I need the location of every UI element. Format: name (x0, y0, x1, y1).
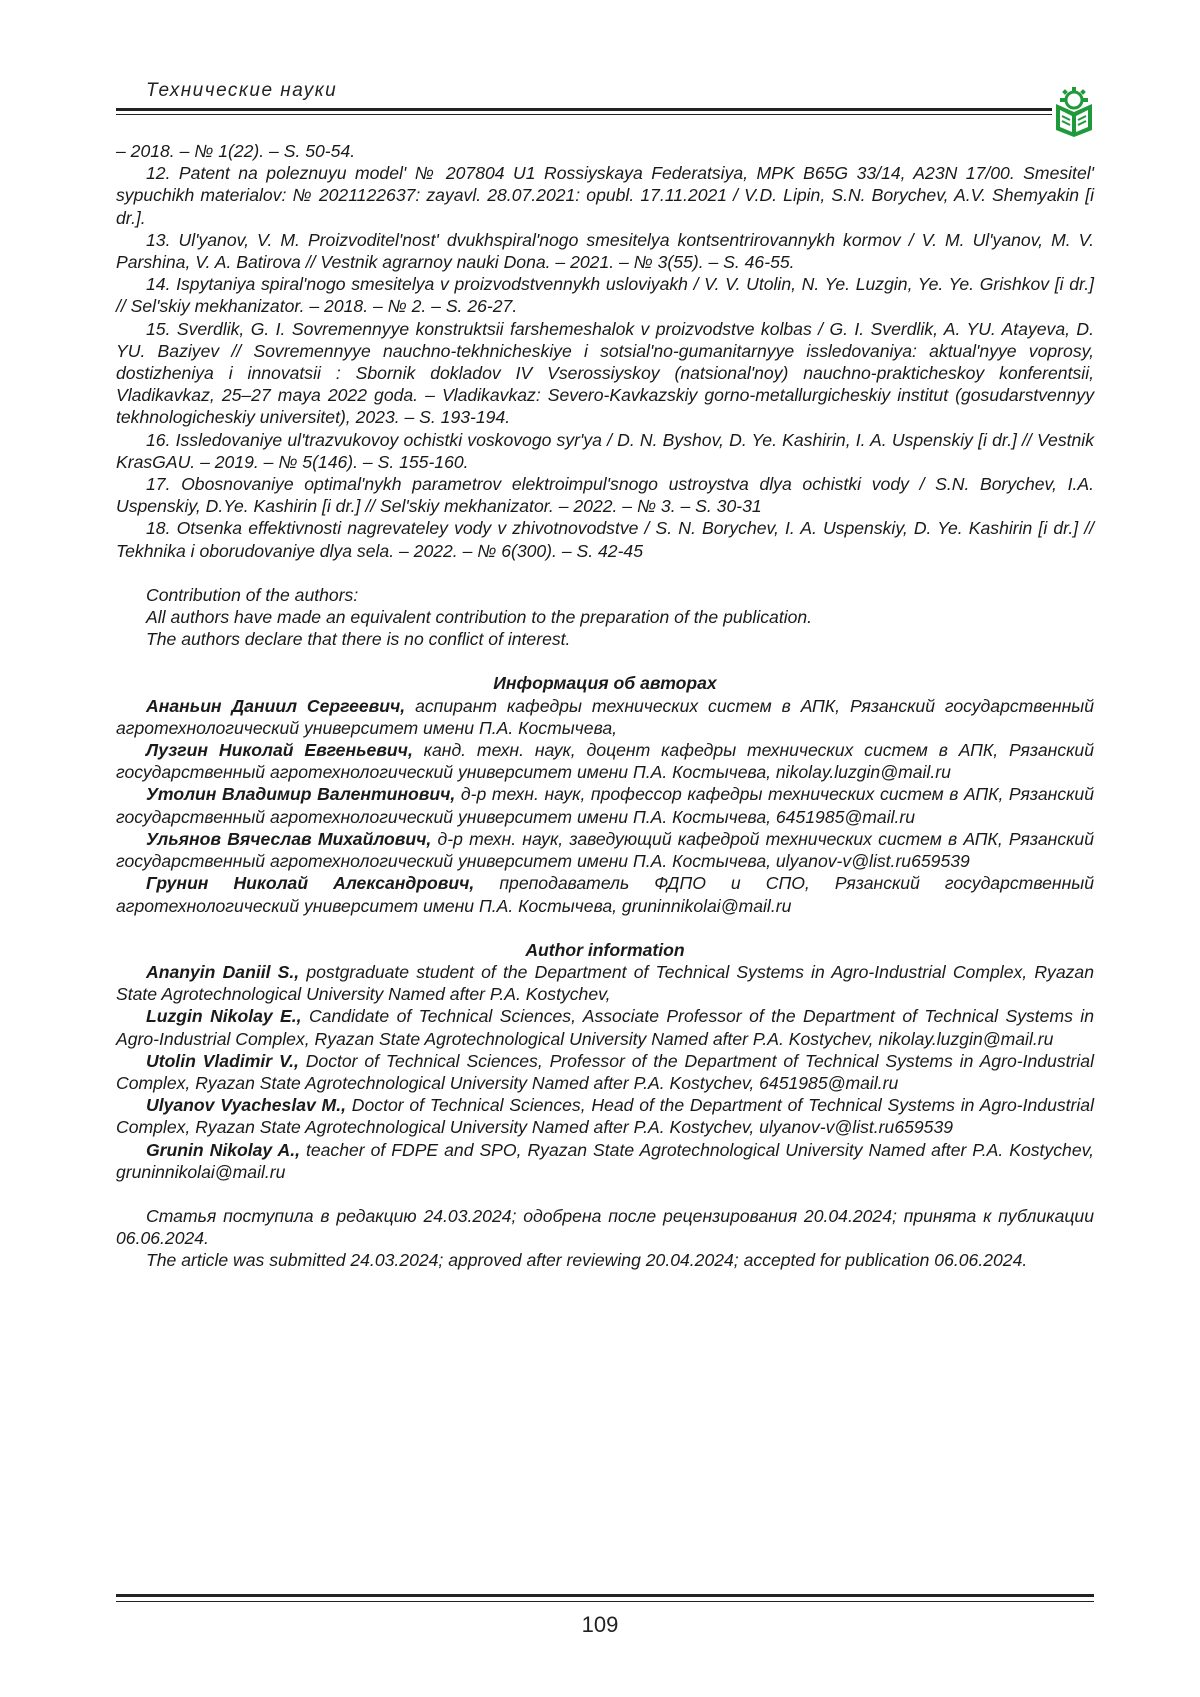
reference-item-17: 17. Obosnovaniye optimal'nykh parametrov elektroimpul'snogo ustroystva dlya ochistki vody / S.N. Borychev, I.A. Uspenskiy, D.Ye. Kashirin [i dr.] // Sel'skiy mekhanizator. – 2022. – № 3. – S. 30-31 (116, 474, 1094, 517)
dates-en: The article was submitted 24.03.2024; approved after reviewing 20.04.2024; accepted for publication 06.06.2024. (146, 1250, 1028, 1271)
author-en-name: Ananyin Daniil S., (146, 961, 300, 982)
author-ru-entry (116, 739, 1094, 783)
author-en-entry (116, 1050, 1094, 1094)
author-en-entry (116, 1005, 1094, 1049)
author-ru-name: Ульянов Вячеслав Михайлович, (146, 828, 432, 849)
author-en-details: Candidate of Technical Sciences, Associate Professor of the Department of Technical Systems in Agro-Industrial Complex, Ryazan State Agrotechnological University Named after P.A. Kostychev, nikolay.luzgin@mail.ru (116, 1006, 1094, 1049)
journal-logo-icon (1052, 86, 1096, 138)
author-ru-entry (116, 828, 1094, 872)
reference-item-13: 13. Ul'yanov, V. M. Proizvoditel'nost' dvukhspiral'nogo smesitelya kontsentrirovannykh kormov / V. M. Ul'yanov, M. V. Parshina, V. A. Batirova // Vestnik agrarnoy nauki Dona. – 2021. – № 3(55). – S. 46-55. (116, 229, 1094, 273)
author-en-entry (116, 1139, 1094, 1183)
author-ru-details: преподаватель ФДПО и СПО, Рязанский государственный агротехнологический университет имени П.А. Костычева, gruninnikolai@mail.ru (116, 873, 1095, 916)
author-ru-name: Ананьин Даниил Сергеевич, (146, 695, 406, 716)
author-en-name: Luzgin Nikolay E., (146, 1006, 302, 1027)
page-content (116, 140, 1094, 1272)
author-ru-name: Лузгин Николай Евгеньевич, (146, 740, 413, 761)
authors-ru-heading: Информация об авторах (493, 673, 717, 694)
header-rule-thick (116, 108, 1052, 111)
contribution-line-2: The authors declare that there is no conflict of interest. (146, 629, 571, 650)
author-ru-entry (116, 783, 1094, 827)
reference-item-12: 12. Patent na poleznuyu model' № 207804 U1 Rossiyskaya Federatsiya, MPK B65G 33/14, A23N 17/00. Smesitel' sypuchikh materialov: № 2021122637: zayavl. 28.07.2021: opubl. 17.11.2021 / V.D. Lipin, S.N. Borychev, A.V. Shemyakin [i dr.]. (116, 163, 1094, 228)
author-ru-details: аспирант кафедры технических систем в АПК, Рязанский государственный агротехнологический университет имени П.А. Костычева, (116, 695, 1094, 738)
header-rule-thin (116, 114, 1052, 115)
author-en-details: Doctor of Technical Sciences, Head of the Department of Technical Systems in Agro-Industrial Complex, Ryazan State Agrotechnological University Named after P.A. Kostychev, ulyanov-v@list.ru659539 (116, 1095, 1094, 1138)
author-ru-entry (116, 872, 1094, 916)
contribution-line-1: All authors have made an equivalent contribution to the preparation of the publication. (146, 607, 813, 628)
author-ru-details: д-р техн. наук, профессор кафедры технических систем в АПК, Рязанский государственный агротехнологический университет имени П.А. Костычева, 6451985@mail.ru (116, 784, 1094, 827)
author-ru-entry (116, 695, 1094, 739)
author-en-name: Utolin Vladimir V., (146, 1050, 299, 1071)
author-ru-name: Грунин Николай Александрович, (146, 873, 475, 894)
reference-item-14: 14. Ispytaniya spiral'nogo smesitelya v proizvodstvennykh usloviyakh / V. V. Utolin, N. Ye. Luzgin, Ye. Ye. Grishkov [i dr.] // Sel'skiy mekhanizator. – 2018. – № 2. – S. 26-27. (116, 274, 1094, 317)
running-header-title: Технические науки (146, 80, 338, 101)
reference-continuation: – 2018. – № 1(22). – S. 50-54. (116, 141, 356, 161)
author-en-entry (116, 1094, 1094, 1138)
authors-en-heading: Author information (525, 939, 685, 960)
author-en-details: Doctor of Technical Sciences, Professor of the Department of Technical Systems in Agro-Industrial Complex, Ryazan State Agrotechnological University Named after P.A. Kostychev, 6451985@mail.ru (116, 1050, 1094, 1093)
reference-item-16: 16. Issledovaniye ul'trazvukovoy ochistki voskovogo syr'ya / D. N. Byshov, D. Ye. Kashirin, I. A. Uspenskiy [i dr.] // Vestnik KrasGAU. – 2019. – № 5(146). – S. 155-160. (116, 429, 1094, 472)
footer-rule-thin (116, 1601, 1094, 1602)
author-en-entry (116, 961, 1094, 1005)
author-en-details: postgraduate student of the Department of Technical Systems in Agro-Industrial Complex, Ryazan State Agrotechnological University Named after P.A. Kostychev, (116, 961, 1094, 1005)
page-number: 109 (581, 1612, 619, 1637)
dates-ru: Статья поступила в редакцию 24.03.2024; одобрена после рецензирования 20.04.2024; принята к публикации 06.06.2024. (116, 1205, 1094, 1249)
reference-item-15: 15. Sverdlik, G. I. Sovremennyye konstruktsii farshemeshalok v proizvodstve kolbas / G. I. Sverdlik, A. YU. Atayeva, D. YU. Baziyev // Sovremennyye nauchno-tekhnicheskiye i sotsial'no-gumanitarnyye issledovaniya: aktual'nyye voprosy, dostizheniya i innovatsii : Sbornik dokladov IV Vserossiyskoy (natsional'noy) nauchno-prakticheskoy konferentsii, Vladikavkaz, 25–27 maya 2022 goda. – Vladikavkaz: Severo-Kavkazskiy gorno-metallurgicheskiy institut (gosudarstvennyy tekhnologicheskiy universitet), 2023. – S. 193-194. (116, 318, 1094, 428)
author-ru-details: д-р техн. наук, заведующий кафедрой технических систем в АПК, Рязанский государственный агротехнологический университет имени П.А. Костычева, ulyanov-v@list.ru659539 (116, 828, 1094, 872)
author-ru-details: канд. техн. наук, доцент кафедры технических систем в АПК, Рязанский государственный агротехнологический университет имени П.А. Костычева, nikolay.luzgin@mail.ru (116, 740, 1094, 783)
contribution-heading: Contribution of the authors: (146, 584, 359, 605)
reference-item-18: 18. Otsenka effektivnosti nagrevateley vody v zhivotnovodstve / S. N. Borychev, I. A. Uspenskiy, D. Ye. Kashirin [i dr.] // Tekhnika i oborudovaniye dlya sela. – 2022. – № 6(300). – S. 42-45 (116, 518, 1094, 561)
author-en-name: Ulyanov Vyacheslav M., (146, 1095, 346, 1116)
footer-rule-thick (116, 1594, 1094, 1597)
author-ru-name: Утолин Владимир Валентинович, (146, 784, 456, 805)
author-en-details: teacher of FDPE and SPO, Ryazan State Agrotechnological University Named after P.A. Kostychev, gruninnikolai@mail.ru (116, 1139, 1094, 1182)
author-en-name: Grunin Nikolay A., (146, 1139, 300, 1160)
